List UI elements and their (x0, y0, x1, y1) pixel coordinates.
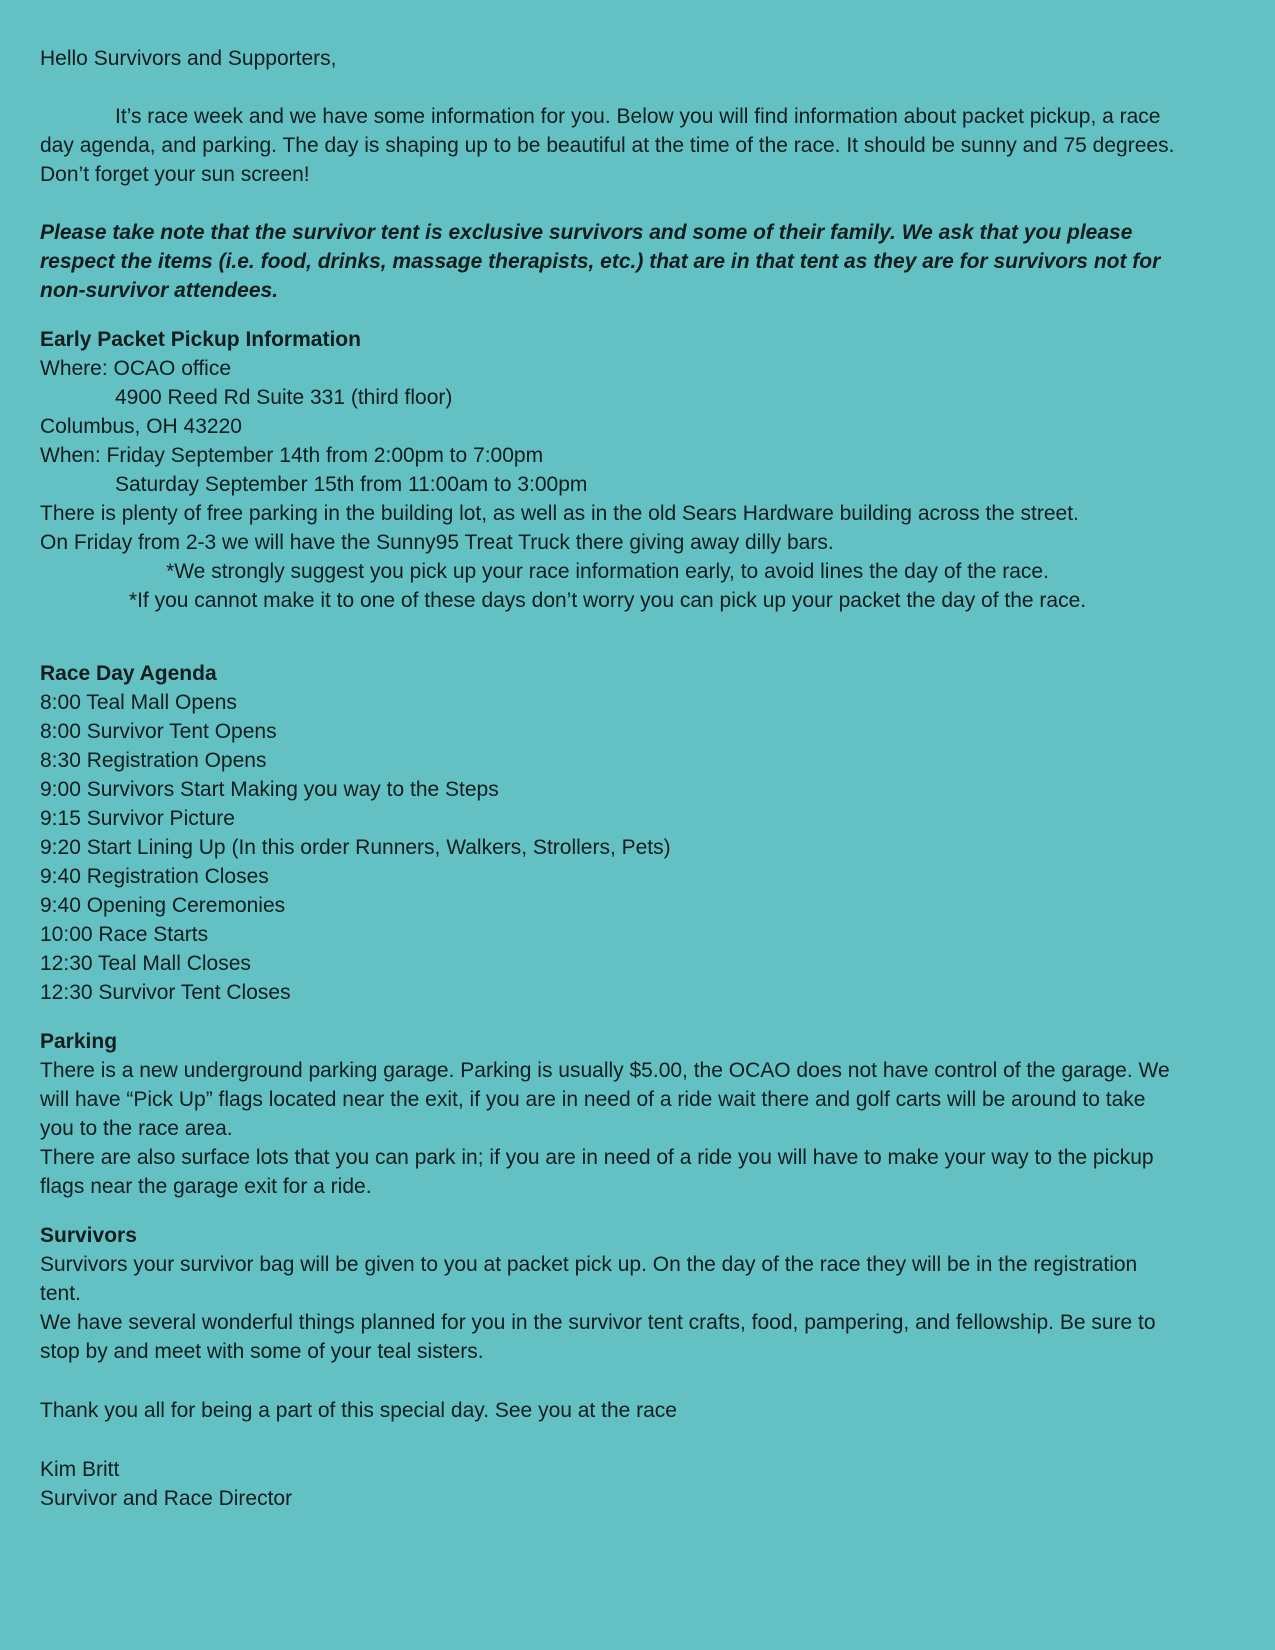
parking-paragraph-surface-lots: There are also surface lots that you can park in; if you are in need of a ride you will have to make your way to the pickup flags near the garage exit for a ride. (40, 1146, 1154, 1198)
packet-pickup-where: Where: OCAO office (40, 357, 232, 380)
agenda-item: 12:30 Teal Mall Closes (40, 952, 251, 975)
packet-pickup-city: Columbus, OH 43220 (40, 415, 242, 438)
survivor-tent-notice: Please take note that the survivor tent is exclusive survivors and some of their family. We ask that you please respect the items (i.e. food, drinks, massage therapists, etc.) that are in that tent as they are for survivors not for non-survivor attendees. (40, 221, 1161, 302)
thank-you-line: Thank you all for being a part of this special day. See you at the race (40, 1399, 677, 1422)
greeting-line: Hello Survivors and Supporters, (40, 47, 337, 70)
agenda-item: 12:30 Survivor Tent Closes (40, 981, 291, 1004)
packet-pickup-tip-early: *We strongly suggest you pick up your race information early, to avoid lines the day of the race. (166, 560, 1049, 583)
agenda-item: 8:00 Survivor Tent Opens (40, 720, 277, 743)
agenda-item: 8:30 Registration Opens (40, 749, 267, 772)
packet-pickup-heading: Early Packet Pickup Information (40, 328, 361, 351)
signature-name: Kim Britt (40, 1458, 120, 1481)
parking-paragraph-garage: There is a new underground parking garage. Parking is usually $5.00, the OCAO does not have control of the garage. We will have “Pick Up” flags located near the exit, if you are in need of a ride wait there and golf carts will be around to take you to the race area. (40, 1059, 1170, 1140)
parking-heading: Parking (40, 1030, 118, 1053)
packet-pickup-section (40, 325, 1175, 615)
packet-pickup-when-friday: When: Friday September 14th from 2:00pm to 7:00pm (40, 444, 544, 467)
packet-pickup-when-saturday: Saturday September 15th from 11:00am to 3:00pm (115, 473, 588, 496)
survivors-paragraph-bag: Survivors your survivor bag will be given to you at packet pick up. On the day of the race they will be in the registration tent. (40, 1253, 1138, 1305)
packet-pickup-free-parking-note: There is plenty of free parking in the building lot, as well as in the old Sears Hardware building across the street. (40, 502, 1079, 525)
agenda-heading: Race Day Agenda (40, 662, 217, 685)
agenda-item: 9:40 Registration Closes (40, 865, 269, 888)
survivors-paragraph-tent: We have several wonderful things planned for you in the survivor tent crafts, food, pampering, and fellowship. Be sure to stop by and meet with some of your teal sisters. (40, 1311, 1156, 1363)
packet-pickup-treat-truck-note: On Friday from 2-3 we will have the Sunny95 Treat Truck there giving away dilly bars. (40, 531, 834, 554)
signature-title: Survivor and Race Director (40, 1487, 293, 1510)
survivors-heading: Survivors (40, 1224, 137, 1247)
packet-pickup-tip-raceday: *If you cannot make it to one of these days don’t worry you can pick up your packet the day of the race. (128, 589, 1087, 612)
agenda-item: 9:15 Survivor Picture (40, 807, 235, 830)
packet-pickup-address: 4900 Reed Rd Suite 331 (third floor) (115, 386, 453, 409)
race-day-agenda-section (40, 659, 1175, 1007)
agenda-item: 8:00 Teal Mall Opens (40, 691, 237, 714)
agenda-item: 9:20 Start Lining Up (In this order Runners, Walkers, Strollers, Pets) (40, 836, 671, 859)
closing-section (40, 1396, 1175, 1513)
parking-section (40, 1027, 1175, 1201)
agenda-item: 9:40 Opening Ceremonies (40, 894, 286, 917)
agenda-item: 9:00 Survivors Start Making you way to the Steps (40, 778, 499, 801)
agenda-item: 10:00 Race Starts (40, 923, 209, 946)
survivors-section (40, 1221, 1175, 1366)
intro-paragraph: It’s race week and we have some information for you. Below you will find information about packet pickup, a race day agenda, and parking. The day is shaping up to be beautiful at the time of the race. It should be sunny and 75 degrees. Don’t forget your sun screen! (40, 105, 1175, 186)
